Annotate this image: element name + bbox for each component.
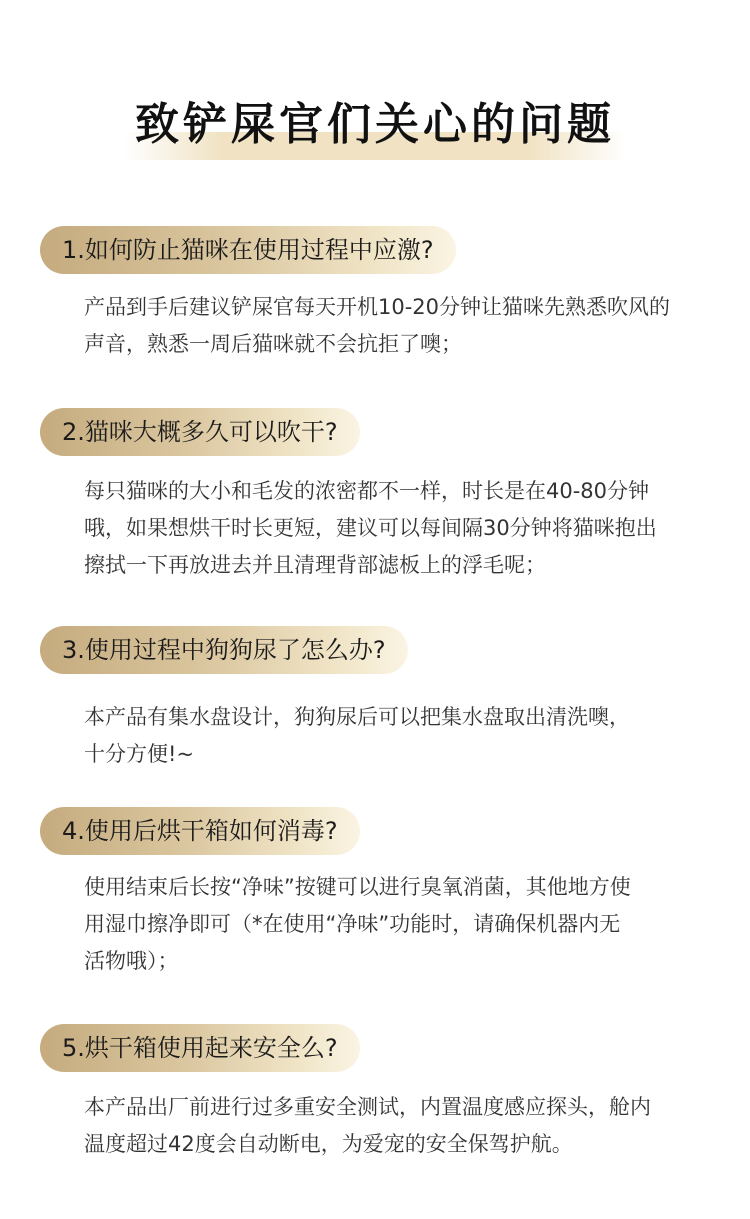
faq-answer-1 [84, 289, 714, 363]
answer-line: 擦拭一下再放进去并且清理背部滤板上的浮毛呢； [84, 553, 546, 577]
faq-question-5: 5.烘干箱使用起来安全么? [40, 1024, 360, 1072]
faq-answer-2 [84, 473, 714, 584]
answer-line: 活物哦）； [84, 949, 179, 973]
faq-question-2: 2.猫咪大概多久可以吹干? [40, 408, 360, 456]
page-title: 致铲屎官们关心的问题 [129, 88, 621, 152]
answer-line: 十分方便!~ [84, 742, 195, 766]
answer-line: 用湿巾擦净即可（*在使用“净味”功能时，请确保机器内无 [84, 912, 621, 936]
answer-line: 哦，如果想烘干时长更短，建议可以每间隔30分钟将猫咪抱出 [84, 516, 657, 540]
answer-line: 使用结束后长按“净味”按键可以进行臭氧消菌，其他地方使 [84, 875, 631, 899]
faq-question-4: 4.使用后烘干箱如何消毒? [40, 807, 360, 855]
answer-line: 本产品出厂前进行过多重安全测试，内置温度感应探头，舱内 [84, 1095, 651, 1119]
answer-line: 本产品有集水盘设计，狗狗尿后可以把集水盘取出清洗噢， [84, 705, 630, 729]
answer-line: 声音，熟悉一周后猫咪就不会抗拒了噢； [84, 332, 462, 356]
faq-answer-3 [84, 699, 714, 773]
answer-line: 温度超过42度会自动断电，为爱宠的安全保驾护航。 [84, 1132, 573, 1156]
faq-answer-4 [84, 869, 714, 980]
answer-line: 每只猫咪的大小和毛发的浓密都不一样，时长是在40-80分钟 [84, 479, 650, 503]
page-title-wrap [0, 88, 750, 152]
answer-line: 产品到手后建议铲屎官每天开机10-20分钟让猫咪先熟悉吹风的 [84, 295, 671, 319]
faq-question-1: 1.如何防止猫咪在使用过程中应激? [40, 226, 456, 274]
faq-answer-5 [84, 1089, 714, 1163]
faq-question-3: 3.使用过程中狗狗尿了怎么办? [40, 626, 408, 674]
